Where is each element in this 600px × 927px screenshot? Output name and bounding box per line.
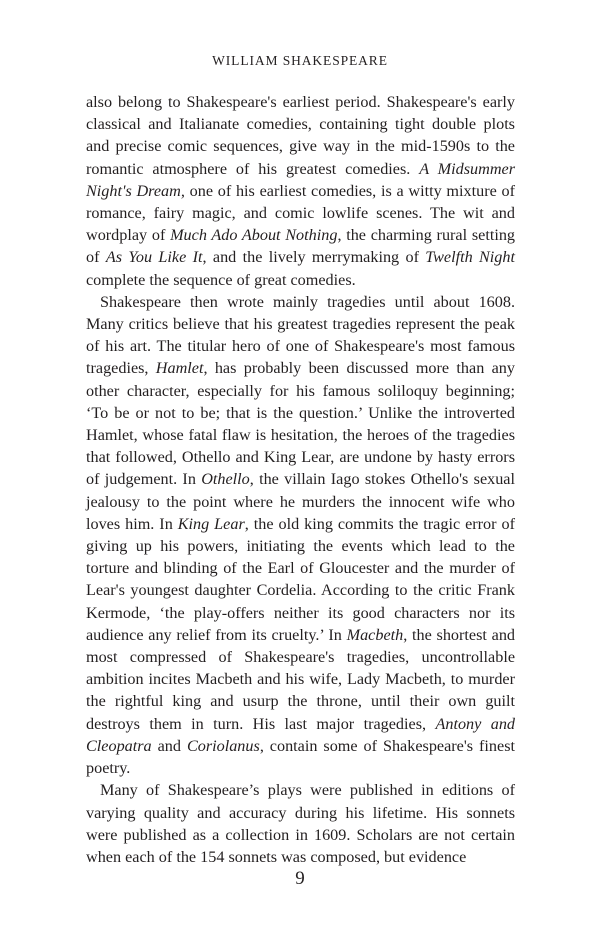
text-run: , the shortest and most compressed of Shakespeare's tragedies, uncontrollable ambition incites Macbeth and his wife, Lady Macbeth, to murder the rightful king and usurp the throne, until their own guilt destroys them in turn. His last major tragedies, xyxy=(86,625,516,733)
play-title: King Lear xyxy=(177,514,245,533)
text-run: , the old king commits the tragic error of giving up his powers, initiating the events which lead to the torture and blinding of the Earl of Gloucester and the murder of Lear's youngest daughter Cordelia. According to the critic Frank Kermode, ‘the play-offers neither its good characters nor its audience any relief from its cruelty.’ In xyxy=(86,514,515,644)
text-run: Shakespeare then wrote mainly tragedies until about 1608. Many critics believe that his greatest tragedies represent the peak of his art. The titular hero of one of Shakespeare's most famous tragedies, xyxy=(86,292,515,378)
text-run: , the villain Iago stokes Othello's sexual jealousy to the point where he murders the innocent wife who loves him. In xyxy=(86,470,515,533)
play-title: Coriolanus xyxy=(186,736,260,755)
paragraph-tragedies xyxy=(86,291,515,779)
text-run: one of his earliest comedies, is a witty mixture of romance, fairy magic, and comic lowlife scenes. The wit and wordplay of xyxy=(86,181,515,245)
play-title: Antony and Cleopatra xyxy=(86,714,516,755)
paragraph-comedies xyxy=(86,91,515,291)
play-title: Much Ado About Nothing xyxy=(170,226,338,245)
play-title: Macbeth xyxy=(346,625,404,644)
text-run: Many of Shakespeare’s plays were published in editions of varying quality and accuracy during his lifetime. His sonnets were published as a collection in 1609. Scholars are not certain when each of the 154 sonnets was composed, but evidence xyxy=(86,781,515,866)
play-title: A Midsummer Night's Dream, xyxy=(86,159,515,200)
text-run: , the charming rural setting of xyxy=(86,226,516,267)
text-run: , contain some of Shakespeare's finest poetry. xyxy=(86,736,515,778)
paragraph-publication xyxy=(86,779,515,868)
text-run: also belong to Shakespeare's earliest period. Shakespeare's early classical and Italianate comedies, containing tight double plots and precise comic sequences, give way in the mid-1590s to the romantic atmosphere of his greatest comedies. xyxy=(86,93,515,178)
body-text xyxy=(86,91,515,868)
play-title: As You Like It xyxy=(105,248,203,267)
play-title: Twelfth Night xyxy=(425,248,515,267)
play-title: Hamlet xyxy=(155,359,204,378)
text-run: , and the lively merrymaking of xyxy=(202,248,426,267)
running-head: WILLIAM SHAKESPEARE xyxy=(212,53,388,68)
text-run: complete the sequence of great comedies. xyxy=(86,270,356,289)
text-run: and xyxy=(151,736,187,755)
text-run: , has probably been discussed more than any other character, especially for his famous soliloquy beginning; ‘To be or not to be; that is the question.’ Unlike the introverted Hamlet, whose fatal flaw is hesitation, the heroes of the tragedies that followed, Othello and King Lear, are undone by hasty errors of judgement. In xyxy=(86,359,515,489)
play-title: Othello xyxy=(201,470,250,489)
page-number: 9 xyxy=(295,868,305,889)
